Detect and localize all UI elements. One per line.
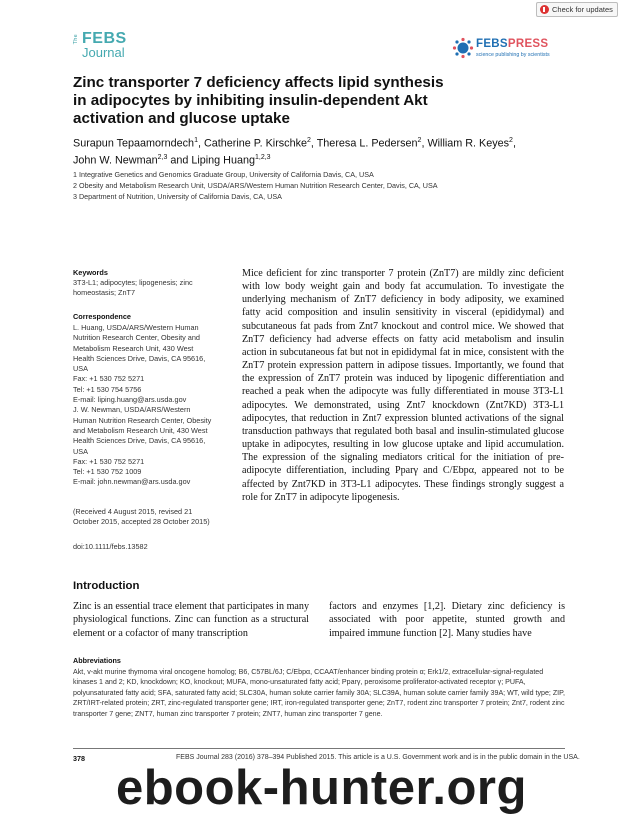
- correspondence-line: Health Sciences Drive, Davis, CA 95616,: [73, 353, 206, 363]
- received-line: (Received 4 August 2015, revised 21: [73, 507, 193, 516]
- update-icon: [540, 5, 549, 14]
- correspondence-line: J. W. Newman, USDA/ARS/Western: [73, 405, 191, 415]
- affiliation-2: 2 Obesity and Metabolism Research Unit, USDA/ARS/Western Human Nutrition Research Center, Davis, CA, USA: [73, 181, 438, 190]
- author-affiliation-mark: 1: [194, 137, 198, 144]
- article-title: [73, 74, 543, 129]
- check-for-updates-button[interactable]: [536, 2, 618, 17]
- correspondence-line: and Metabolism Research Unit, 430 West: [73, 425, 208, 435]
- title-line: Zinc transporter 7 deficiency affects lipid synthesis: [73, 74, 444, 91]
- press-title: [476, 38, 548, 50]
- abbreviations-text: Akt, v-akt murine thymoma viral oncogene homolog; B6, C57BL/6J; C/Ebpα, CCAAT/enhancer binding protein α; Erk1/2, extracellular-signal-regulated kinases 1 and 2; KD, knockdown; KO, knockout; MUFA, mono-unsaturated fatty acid; Pparγ, peroxisome proliferator-activated receptor γ; PUFA, polyunsaturated fatty acid; SFA, saturated fatty acid; SLC30A, human solute carrier family 30A; SLC39A, human solute carrier family 39A; WT, wild type; ZIP, ZRT/IRT-related protein; ZRT, zinc-regulated transporter gene; IRT, iron-regulated transporter gene; ZnT7, rodent zinc transporter 7 protein; Znt7, rodent zinc transporter 7 gene; ZNT7, human zinc transporter 7 protein; ZNT7, human zinc transporter 7 gene.: [73, 668, 565, 718]
- logo-the: The: [73, 34, 79, 45]
- abbreviations-heading: Abbreviations: [73, 656, 121, 665]
- doi-link[interactable]: doi:10.1111/febs.13582: [73, 542, 148, 551]
- correspondence-line: Fax: +1 530 752 5271: [73, 374, 145, 384]
- author-line: [73, 151, 573, 168]
- correspondence-email[interactable]: E-mail: john.newman@ars.usda.gov: [73, 477, 191, 487]
- title-line: activation and glucose uptake: [73, 110, 290, 128]
- affiliation-3: 3 Department of Nutrition, University of California Davis, CA, USA: [73, 192, 282, 201]
- author-name: Surapun Tepaamorndech: [73, 137, 195, 150]
- author-list: [73, 134, 573, 168]
- correspondence-email[interactable]: E-mail: liping.huang@ars.usda.gov: [73, 395, 187, 405]
- page-number: 378: [73, 754, 85, 763]
- introduction-heading: Introduction: [73, 580, 140, 592]
- received-line: October 2015, accepted 28 October 2015): [73, 517, 210, 527]
- febs-journal-logo: [73, 30, 136, 63]
- title-line: in adipocytes by inhibiting insulin-dependent Akt: [73, 92, 428, 110]
- logo-journal: Journal: [82, 45, 125, 60]
- press-tagline: science publishing by scientists: [476, 52, 550, 58]
- press-title-press: PRESS: [507, 38, 549, 50]
- correspondence-line: Human Nutrition Research Center, Obesity: [73, 415, 212, 425]
- keywords-list: [73, 278, 231, 299]
- author-affiliation-mark: 2: [417, 137, 422, 144]
- affiliation-1: 1 Integrative Genetics and Genomics Graduate Group, University of California Davis, CA, USA: [73, 170, 374, 179]
- introduction-column-1: Zinc is an essential trace element that participates in many physiological functions. Zinc can function as a structural element or a cofactor of many transcription: [73, 601, 309, 639]
- correspondence-line: Tel: +1 530 752 1009: [73, 467, 142, 477]
- abstract-paragraph: Mice deficient for zinc transporter 7 protein (ZnT7) are mildly zinc deficient with low body weight gain and body fat accumulation. To investigate the underlying mechanism of ZnT7 deficiency in body adiposity, we examined fatty acid composition and insulin sensitivity in visceral (epididymal) and subcutaneous fat pads from Znt7 knockout and control mice. We showed that ZnT7 deficiency had adverse effects on fatty acid metabolism and insulin action in subcutaneous fat but not in epididymal fat in mice, consistent with the ZnT7 protein expression pattern in adipose tissues. Importantly, we found that the expression of ZnT7 protein was induced by lipogenic differentiation and reached a peak when the adipocyte was fully differentiated in mouse 3T3-L1 adipocytes. We demonstrated, using Znt7 knockdown (Znt7KD) 3T3-L1 adipocytes, that reduction in Znt7 expression blunted activations of the signal transduction pathways that regulated both basal and insulin-stimulated glucose uptake in adipocytes, resulting in low glucose uptake and lipid accumulation. The expression of the signaling mediators critical for the initiation of pre-adipocyte differentiation, including Pparγ and C/Ebpα, appeared not to be affected by Znt7KD in 3T3-L1 adipocytes. These findings strongly suggest a role for ZnT7 in adipocyte lipogenesis.: [242, 268, 564, 503]
- logo-febs: FEBS: [82, 30, 127, 47]
- author-name: , William R. Keyes: [421, 137, 510, 150]
- correspondence-line: Health Sciences Drive, Davis, CA 95616,: [73, 436, 206, 446]
- author-name: , Theresa L. Pedersen: [310, 137, 418, 150]
- keywords-heading: Keywords: [73, 268, 108, 277]
- author-separator: ,: [512, 137, 516, 150]
- author-name: , Catherine P. Kirschke: [197, 137, 307, 150]
- correspondence-line: Metabolism Research Unit, 430 West: [73, 343, 194, 353]
- febs-press-dots-icon: [452, 37, 474, 59]
- author-affiliation-mark: 2: [307, 137, 311, 144]
- received-dates: [73, 507, 231, 528]
- author-affiliation-mark: 1,2,3: [255, 154, 271, 162]
- author-name: John W. Newman: [73, 154, 158, 167]
- correspondence-line: USA: [73, 446, 89, 456]
- correspondence-line: L. Huang, USDA/ARS/Western Human: [73, 323, 199, 332]
- footer-citation: FEBS Journal 283 (2016) 378–394 Published 2015. This article is a U.S. Government work and is in the public domain in the USA.: [176, 754, 580, 761]
- author-name: and Liping Huang: [167, 154, 255, 167]
- keywords-line: 3T3-L1; adipocytes; lipogenesis; zinc: [73, 278, 193, 287]
- correspondence-heading: Correspondence: [73, 312, 131, 321]
- author-line: [73, 134, 573, 151]
- correspondence-block: [73, 323, 231, 488]
- keywords-line: homeostasis; ZnT7: [73, 288, 136, 298]
- press-title-febs: FEBS: [476, 38, 508, 50]
- author-affiliation-mark: 2,3: [157, 154, 168, 162]
- correspondence-line: Fax: +1 530 752 5271: [73, 456, 145, 466]
- febs-press-logo: [452, 37, 552, 63]
- introduction-column-2: factors and enzymes [1,2]. Dietary zinc deficiency is associated with poor appetite, stunted growth and impaired immune function [2]. Many studies have: [329, 601, 565, 639]
- check-for-updates-label: Check for updates: [552, 5, 613, 14]
- author-affiliation-mark: 2: [509, 137, 513, 144]
- watermark: ebook-hunter.org: [116, 761, 527, 815]
- correspondence-line: Nutrition Research Center, Obesity and: [73, 333, 200, 343]
- correspondence-line: Tel: +1 530 754 5756: [73, 384, 142, 394]
- correspondence-line: USA: [73, 364, 89, 374]
- footer-divider: [73, 748, 565, 749]
